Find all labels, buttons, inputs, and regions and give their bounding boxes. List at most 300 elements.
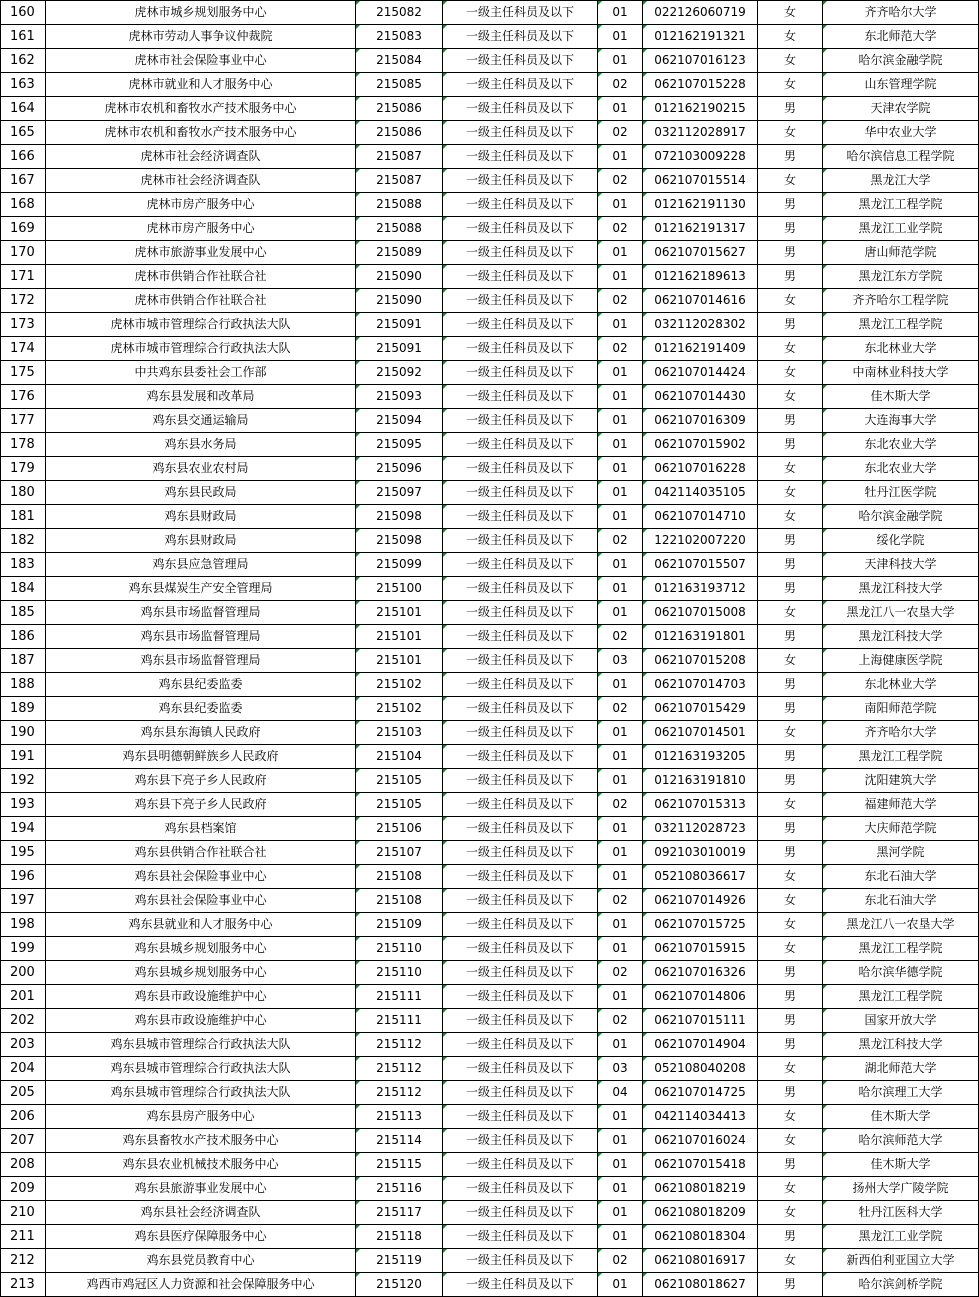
position-name-cell: 一级主任科员及以下: [443, 193, 598, 217]
position-name-cell: 一级主任科员及以下: [443, 625, 598, 649]
position-seq-cell: 02: [598, 529, 643, 553]
position-name-cell: 一级主任科员及以下: [443, 289, 598, 313]
university-cell: 东北石油大学: [823, 865, 979, 889]
exam-id-cell: 012162191321: [643, 25, 758, 49]
organization-cell: 鸡东县农业农村局: [46, 457, 356, 481]
university-cell: 齐齐哈尔大学: [823, 721, 979, 745]
organization-cell: 鸡东县水务局: [46, 433, 356, 457]
position-seq-cell: 01: [598, 985, 643, 1009]
position-seq-cell: 01: [598, 385, 643, 409]
gender-cell: 男: [758, 625, 823, 649]
row-number-cell: 175: [1, 361, 46, 385]
organization-cell: 鸡东县城市管理综合行政执法大队: [46, 1033, 356, 1057]
table-row: [1, 649, 979, 673]
organization-cell: 鸡东县发展和改革局: [46, 385, 356, 409]
organization-cell: 鸡东县城市管理综合行政执法大队: [46, 1081, 356, 1105]
position-code-cell: 215110: [356, 961, 443, 985]
position-seq-cell: 01: [598, 601, 643, 625]
exam-id-cell: 062107015008: [643, 601, 758, 625]
position-name-cell: 一级主任科员及以下: [443, 817, 598, 841]
university-cell: 东北石油大学: [823, 889, 979, 913]
position-name-cell: 一级主任科员及以下: [443, 697, 598, 721]
exam-id-cell: 062107015915: [643, 937, 758, 961]
university-cell: 哈尔滨理工大学: [823, 1081, 979, 1105]
position-name-cell: 一级主任科员及以下: [443, 73, 598, 97]
position-name-cell: 一级主任科员及以下: [443, 961, 598, 985]
row-number-cell: 206: [1, 1105, 46, 1129]
position-seq-cell: 02: [598, 73, 643, 97]
position-name-cell: 一级主任科员及以下: [443, 25, 598, 49]
university-cell: 黑龙江八一农垦大学: [823, 601, 979, 625]
university-cell: 齐齐哈尔工程学院: [823, 289, 979, 313]
position-seq-cell: 01: [598, 1201, 643, 1225]
exam-id-cell: 122102007220: [643, 529, 758, 553]
position-name-cell: 一级主任科员及以下: [443, 865, 598, 889]
position-seq-cell: 02: [598, 1009, 643, 1033]
exam-id-cell: 032112028723: [643, 817, 758, 841]
table-row: [1, 1273, 979, 1297]
table-row: [1, 1129, 979, 1153]
position-seq-cell: 02: [598, 793, 643, 817]
row-number-cell: 178: [1, 433, 46, 457]
table-row: [1, 793, 979, 817]
gender-cell: 男: [758, 841, 823, 865]
position-code-cell: 215093: [356, 385, 443, 409]
table-row: [1, 625, 979, 649]
organization-cell: 鸡东县医疗保障服务中心: [46, 1225, 356, 1249]
position-code-cell: 215110: [356, 937, 443, 961]
position-seq-cell: 01: [598, 721, 643, 745]
position-seq-cell: 02: [598, 1249, 643, 1273]
position-seq-cell: 01: [598, 49, 643, 73]
table-row: [1, 937, 979, 961]
table-row: [1, 601, 979, 625]
exam-id-cell: 032112028917: [643, 121, 758, 145]
row-number-cell: 188: [1, 673, 46, 697]
organization-cell: 鸡东县纪委监委: [46, 673, 356, 697]
table-row: [1, 385, 979, 409]
gender-cell: 男: [758, 145, 823, 169]
gender-cell: 女: [758, 1201, 823, 1225]
university-cell: 东北林业大学: [823, 337, 979, 361]
university-cell: 南阳师范学院: [823, 697, 979, 721]
row-number-cell: 209: [1, 1177, 46, 1201]
exam-id-cell: 062107015313: [643, 793, 758, 817]
position-name-cell: 一级主任科员及以下: [443, 265, 598, 289]
exam-id-cell: 062107015228: [643, 73, 758, 97]
position-code-cell: 215105: [356, 769, 443, 793]
organization-cell: 鸡东县明德朝鲜族乡人民政府: [46, 745, 356, 769]
position-seq-cell: 01: [598, 313, 643, 337]
position-name-cell: 一级主任科员及以下: [443, 433, 598, 457]
position-name-cell: 一级主任科员及以下: [443, 481, 598, 505]
position-code-cell: 215108: [356, 865, 443, 889]
position-code-cell: 215091: [356, 313, 443, 337]
organization-cell: 鸡东县市政设施维护中心: [46, 1009, 356, 1033]
exam-id-cell: 062107015418: [643, 1153, 758, 1177]
table-row: [1, 529, 979, 553]
gender-cell: 男: [758, 1153, 823, 1177]
organization-cell: 虎林市社会经济调查队: [46, 145, 356, 169]
position-code-cell: 215109: [356, 913, 443, 937]
position-seq-cell: 01: [598, 937, 643, 961]
row-number-cell: 207: [1, 1129, 46, 1153]
position-seq-cell: 03: [598, 649, 643, 673]
organization-cell: 虎林市就业和人才服务中心: [46, 73, 356, 97]
university-cell: 牡丹江医科大学: [823, 1201, 979, 1225]
table-row: [1, 241, 979, 265]
gender-cell: 女: [758, 121, 823, 145]
gender-cell: 男: [758, 97, 823, 121]
row-number-cell: 182: [1, 529, 46, 553]
university-cell: 哈尔滨金融学院: [823, 505, 979, 529]
position-seq-cell: 01: [598, 433, 643, 457]
gender-cell: 女: [758, 1057, 823, 1081]
exam-id-cell: 012162191409: [643, 337, 758, 361]
position-name-cell: 一级主任科员及以下: [443, 745, 598, 769]
organization-cell: 虎林市社会保险事业中心: [46, 49, 356, 73]
exam-id-cell: 062108016917: [643, 1249, 758, 1273]
gender-cell: 女: [758, 937, 823, 961]
organization-cell: 鸡东县城乡规划服务中心: [46, 961, 356, 985]
position-seq-cell: 01: [598, 913, 643, 937]
organization-cell: 鸡东县党员教育中心: [46, 1249, 356, 1273]
organization-cell: 鸡东县下亮子乡人民政府: [46, 769, 356, 793]
organization-cell: 鸡东县社会保险事业中心: [46, 889, 356, 913]
gender-cell: 女: [758, 913, 823, 937]
position-code-cell: 215103: [356, 721, 443, 745]
gender-cell: 男: [758, 409, 823, 433]
organization-cell: 鸡东县畜牧水产技术服务中心: [46, 1129, 356, 1153]
position-code-cell: 215091: [356, 337, 443, 361]
position-code-cell: 215090: [356, 265, 443, 289]
position-seq-cell: 01: [598, 769, 643, 793]
table-row: [1, 913, 979, 937]
organization-cell: 鸡东县市场监督管理局: [46, 649, 356, 673]
position-name-cell: 一级主任科员及以下: [443, 49, 598, 73]
organization-cell: 鸡东县应急管理局: [46, 553, 356, 577]
organization-cell: 鸡东县档案馆: [46, 817, 356, 841]
position-code-cell: 215092: [356, 361, 443, 385]
gender-cell: 男: [758, 1081, 823, 1105]
exam-id-cell: 052108040208: [643, 1057, 758, 1081]
position-code-cell: 215094: [356, 409, 443, 433]
position-seq-cell: 01: [598, 577, 643, 601]
university-cell: 福建师范大学: [823, 793, 979, 817]
row-number-cell: 211: [1, 1225, 46, 1249]
gender-cell: 女: [758, 25, 823, 49]
position-code-cell: 215083: [356, 25, 443, 49]
exam-id-cell: 032112028302: [643, 313, 758, 337]
gender-cell: 男: [758, 817, 823, 841]
row-number-cell: 192: [1, 769, 46, 793]
row-number-cell: 198: [1, 913, 46, 937]
gender-cell: 男: [758, 1009, 823, 1033]
row-number-cell: 200: [1, 961, 46, 985]
university-cell: 东北农业大学: [823, 433, 979, 457]
gender-cell: 女: [758, 337, 823, 361]
university-cell: 黑龙江科技大学: [823, 577, 979, 601]
position-seq-cell: 01: [598, 1129, 643, 1153]
position-code-cell: 215108: [356, 889, 443, 913]
gender-cell: 女: [758, 1, 823, 25]
gender-cell: 男: [758, 193, 823, 217]
row-number-cell: 195: [1, 841, 46, 865]
row-number-cell: 197: [1, 889, 46, 913]
row-number-cell: 168: [1, 193, 46, 217]
position-code-cell: 215089: [356, 241, 443, 265]
gender-cell: 女: [758, 385, 823, 409]
gender-cell: 女: [758, 289, 823, 313]
gender-cell: 男: [758, 985, 823, 1009]
organization-cell: 鸡东县城乡规划服务中心: [46, 937, 356, 961]
university-cell: 佳木斯大学: [823, 1153, 979, 1177]
organization-cell: 虎林市劳动人事争议仲裁院: [46, 25, 356, 49]
table-row: [1, 481, 979, 505]
position-seq-cell: 01: [598, 1273, 643, 1297]
position-name-cell: 一级主任科员及以下: [443, 673, 598, 697]
university-cell: 黑龙江工程学院: [823, 313, 979, 337]
position-seq-cell: 02: [598, 169, 643, 193]
gender-cell: 男: [758, 769, 823, 793]
university-cell: 中南林业科技大学: [823, 361, 979, 385]
position-code-cell: 215097: [356, 481, 443, 505]
exam-id-cell: 042114034413: [643, 1105, 758, 1129]
exam-id-cell: 012163193712: [643, 577, 758, 601]
position-name-cell: 一级主任科员及以下: [443, 505, 598, 529]
row-number-cell: 203: [1, 1033, 46, 1057]
position-name-cell: 一级主任科员及以下: [443, 841, 598, 865]
exam-id-cell: 062107016228: [643, 457, 758, 481]
position-seq-cell: 02: [598, 625, 643, 649]
exam-id-cell: 062108018209: [643, 1201, 758, 1225]
table-row: [1, 265, 979, 289]
exam-id-cell: 062107014926: [643, 889, 758, 913]
organization-cell: 鸡西市鸡冠区人力资源和社会保障服务中心: [46, 1273, 356, 1297]
table-row: [1, 1, 979, 25]
position-seq-cell: 01: [598, 1177, 643, 1201]
position-code-cell: 215112: [356, 1033, 443, 1057]
organization-cell: 鸡东县市场监督管理局: [46, 601, 356, 625]
gender-cell: 男: [758, 1225, 823, 1249]
exam-id-cell: 062107015507: [643, 553, 758, 577]
exam-id-cell: 092103010019: [643, 841, 758, 865]
gender-cell: 女: [758, 361, 823, 385]
position-name-cell: 一级主任科员及以下: [443, 1033, 598, 1057]
table-row: [1, 361, 979, 385]
organization-cell: 中共鸡东县委社会工作部: [46, 361, 356, 385]
university-cell: 国家开放大学: [823, 1009, 979, 1033]
university-cell: 黑龙江科技大学: [823, 625, 979, 649]
organization-cell: 虎林市房产服务中心: [46, 217, 356, 241]
table-row: [1, 745, 979, 769]
gender-cell: 男: [758, 1273, 823, 1297]
university-cell: 哈尔滨金融学院: [823, 49, 979, 73]
gender-cell: 男: [758, 433, 823, 457]
table-row: [1, 961, 979, 985]
table-row: [1, 1081, 979, 1105]
gender-cell: 男: [758, 553, 823, 577]
organization-cell: 虎林市城乡规划服务中心: [46, 1, 356, 25]
exam-id-cell: 062107014616: [643, 289, 758, 313]
exam-id-cell: 062107014430: [643, 385, 758, 409]
organization-cell: 鸡东县市场监督管理局: [46, 625, 356, 649]
row-number-cell: 204: [1, 1057, 46, 1081]
table-row: [1, 73, 979, 97]
exam-id-cell: 062107015627: [643, 241, 758, 265]
table-row: [1, 169, 979, 193]
row-number-cell: 166: [1, 145, 46, 169]
university-cell: 唐山师范学院: [823, 241, 979, 265]
exam-id-cell: 062107014904: [643, 1033, 758, 1057]
row-number-cell: 164: [1, 97, 46, 121]
table-row: [1, 889, 979, 913]
position-seq-cell: 01: [598, 865, 643, 889]
position-seq-cell: 01: [598, 241, 643, 265]
position-seq-cell: 01: [598, 505, 643, 529]
position-code-cell: 215118: [356, 1225, 443, 1249]
organization-cell: 虎林市城市管理综合行政执法大队: [46, 313, 356, 337]
position-seq-cell: 01: [598, 265, 643, 289]
position-seq-cell: 02: [598, 697, 643, 721]
exam-id-cell: 062107014710: [643, 505, 758, 529]
table-row: [1, 985, 979, 1009]
position-seq-cell: 02: [598, 961, 643, 985]
position-name-cell: 一级主任科员及以下: [443, 1129, 598, 1153]
position-code-cell: 215095: [356, 433, 443, 457]
exam-id-cell: 042114035105: [643, 481, 758, 505]
university-cell: 湖北师范大学: [823, 1057, 979, 1081]
exam-id-cell: 012163191801: [643, 625, 758, 649]
position-name-cell: 一级主任科员及以下: [443, 985, 598, 1009]
position-seq-cell: 01: [598, 745, 643, 769]
university-cell: 东北林业大学: [823, 673, 979, 697]
university-cell: 黑龙江工程学院: [823, 937, 979, 961]
position-code-cell: 215102: [356, 673, 443, 697]
position-name-cell: 一级主任科员及以下: [443, 1105, 598, 1129]
row-number-cell: 208: [1, 1153, 46, 1177]
row-number-cell: 167: [1, 169, 46, 193]
position-code-cell: 215111: [356, 985, 443, 1009]
gender-cell: 女: [758, 481, 823, 505]
university-cell: 黑河学院: [823, 841, 979, 865]
position-code-cell: 215112: [356, 1057, 443, 1081]
position-code-cell: 215102: [356, 697, 443, 721]
table-row: [1, 505, 979, 529]
university-cell: 齐齐哈尔大学: [823, 1, 979, 25]
table-row: [1, 97, 979, 121]
position-code-cell: 215112: [356, 1081, 443, 1105]
table-row: [1, 121, 979, 145]
position-seq-cell: 01: [598, 145, 643, 169]
organization-cell: 鸡东县房产服务中心: [46, 1105, 356, 1129]
exam-id-cell: 012163193205: [643, 745, 758, 769]
row-number-cell: 171: [1, 265, 46, 289]
row-number-cell: 190: [1, 721, 46, 745]
gender-cell: 女: [758, 457, 823, 481]
position-name-cell: 一级主任科员及以下: [443, 1, 598, 25]
position-code-cell: 215111: [356, 1009, 443, 1033]
university-cell: 华中农业大学: [823, 121, 979, 145]
position-name-cell: 一级主任科员及以下: [443, 793, 598, 817]
university-cell: 东北师范大学: [823, 25, 979, 49]
position-code-cell: 215096: [356, 457, 443, 481]
table-body: [1, 1, 979, 1297]
organization-cell: 鸡东县交通运输局: [46, 409, 356, 433]
university-cell: 牡丹江医学院: [823, 481, 979, 505]
exam-id-cell: 062107014424: [643, 361, 758, 385]
table-row: [1, 841, 979, 865]
gender-cell: 男: [758, 313, 823, 337]
university-cell: 上海健康医学院: [823, 649, 979, 673]
organization-cell: 鸡东县社会保险事业中心: [46, 865, 356, 889]
position-code-cell: 215114: [356, 1129, 443, 1153]
university-cell: 哈尔滨信息工程学院: [823, 145, 979, 169]
position-name-cell: 一级主任科员及以下: [443, 889, 598, 913]
position-code-cell: 215119: [356, 1249, 443, 1273]
table-row: [1, 553, 979, 577]
university-cell: 佳木斯大学: [823, 1105, 979, 1129]
position-name-cell: 一级主任科员及以下: [443, 937, 598, 961]
gender-cell: 女: [758, 505, 823, 529]
organization-cell: 鸡东县城市管理综合行政执法大队: [46, 1057, 356, 1081]
row-number-cell: 180: [1, 481, 46, 505]
gender-cell: 男: [758, 961, 823, 985]
table-row: [1, 217, 979, 241]
position-seq-cell: 01: [598, 1033, 643, 1057]
position-name-cell: 一级主任科员及以下: [443, 577, 598, 601]
exam-id-cell: 012162190215: [643, 97, 758, 121]
gender-cell: 男: [758, 673, 823, 697]
position-code-cell: 215088: [356, 193, 443, 217]
exam-id-cell: 062107014806: [643, 985, 758, 1009]
position-name-cell: 一级主任科员及以下: [443, 1057, 598, 1081]
position-code-cell: 215117: [356, 1201, 443, 1225]
exam-id-cell: 052108036617: [643, 865, 758, 889]
position-name-cell: 一级主任科员及以下: [443, 1273, 598, 1297]
gender-cell: 女: [758, 889, 823, 913]
organization-cell: 虎林市房产服务中心: [46, 193, 356, 217]
table-row: [1, 1249, 979, 1273]
exam-id-cell: 062107014725: [643, 1081, 758, 1105]
exam-id-cell: 022126060719: [643, 1, 758, 25]
table-row: [1, 1153, 979, 1177]
table-row: [1, 145, 979, 169]
position-code-cell: 215087: [356, 145, 443, 169]
university-cell: 沈阳建筑大学: [823, 769, 979, 793]
university-cell: 哈尔滨师范大学: [823, 1129, 979, 1153]
row-number-cell: 196: [1, 865, 46, 889]
position-name-cell: 一级主任科员及以下: [443, 601, 598, 625]
position-name-cell: 一级主任科员及以下: [443, 337, 598, 361]
organization-cell: 鸡东县民政局: [46, 481, 356, 505]
table-row: [1, 1105, 979, 1129]
organization-cell: 鸡东县农业机械技术服务中心: [46, 1153, 356, 1177]
position-code-cell: 215098: [356, 505, 443, 529]
row-number-cell: 165: [1, 121, 46, 145]
gender-cell: 男: [758, 697, 823, 721]
gender-cell: 女: [758, 649, 823, 673]
table-row: [1, 313, 979, 337]
row-number-cell: 193: [1, 793, 46, 817]
position-seq-cell: 01: [598, 97, 643, 121]
exam-id-cell: 062107014501: [643, 721, 758, 745]
position-seq-cell: 03: [598, 1057, 643, 1081]
organization-cell: 鸡东县东海镇人民政府: [46, 721, 356, 745]
gender-cell: 男: [758, 1033, 823, 1057]
position-code-cell: 215104: [356, 745, 443, 769]
gender-cell: 男: [758, 577, 823, 601]
